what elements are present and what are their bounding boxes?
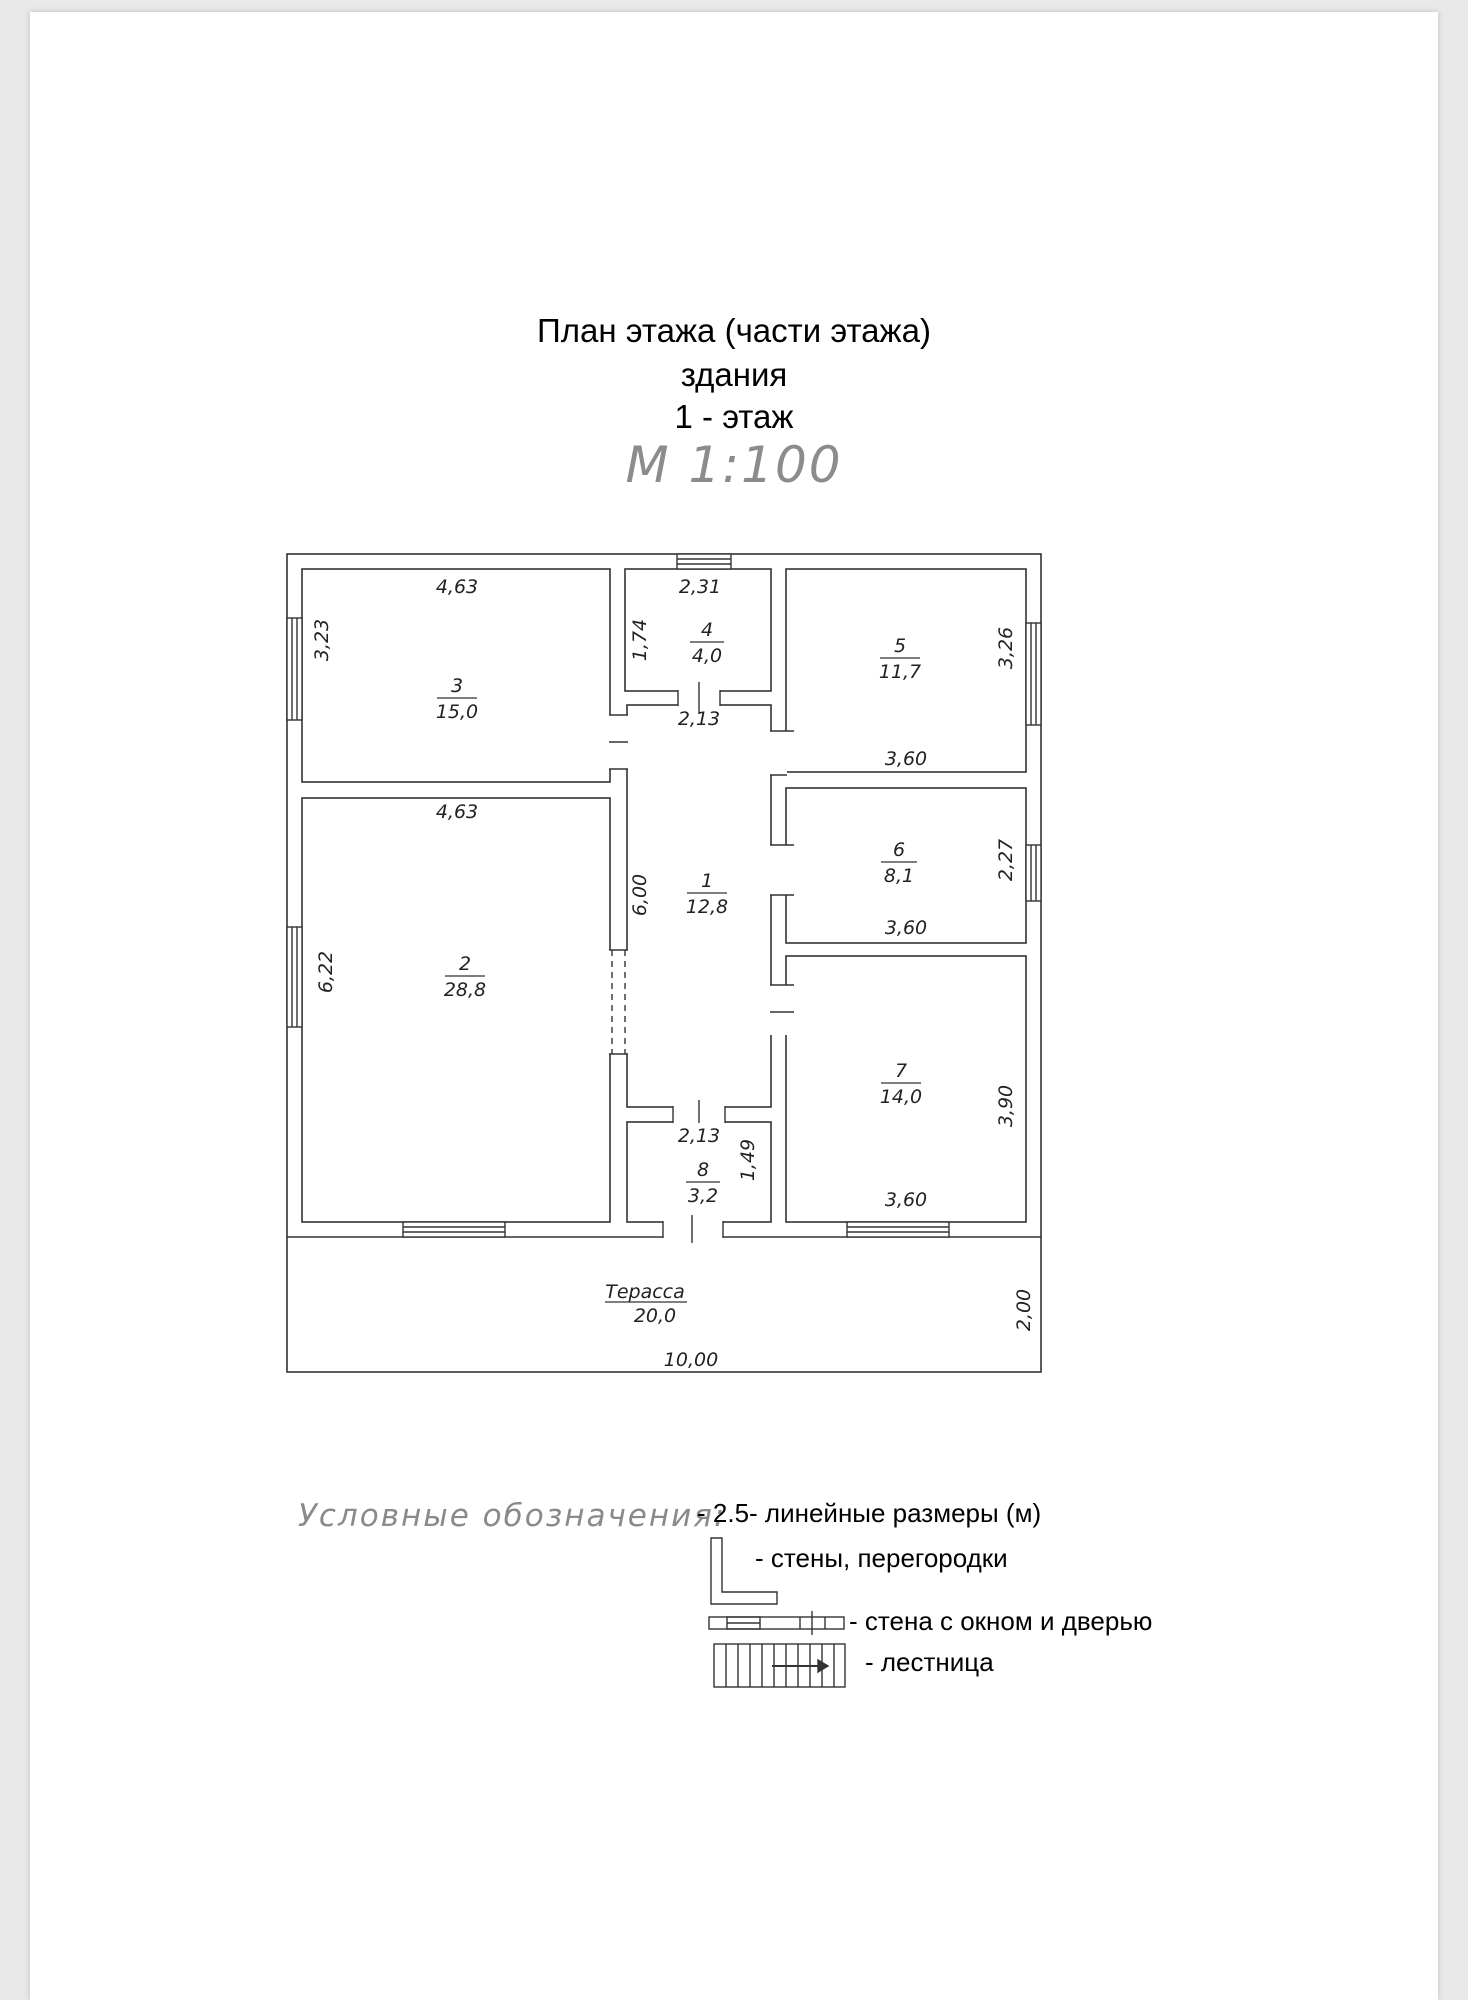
window-top	[677, 554, 731, 569]
legend-stairs-symbol	[714, 1644, 845, 1687]
room-8-number: 8	[696, 1159, 710, 1181]
dim-room2-height: 6,22	[315, 950, 337, 994]
dim-room2-width: 4,63	[435, 801, 479, 823]
dim-room8-width: 2,13	[677, 1125, 721, 1147]
floor-label: 1 - этаж	[674, 398, 794, 435]
door-room8-bottom	[663, 1215, 723, 1243]
dim-terrace-height: 2,00	[1013, 1288, 1035, 1332]
legend-dimensions: - 2.5- линейные размеры (м)	[697, 1498, 1042, 1528]
dim-room8-height: 1,49	[737, 1138, 759, 1182]
window-bottom-room2	[403, 1222, 505, 1237]
room-6-number: 6	[892, 839, 906, 861]
door-room8-top	[673, 1100, 725, 1123]
dim-room1-height: 6,00	[629, 873, 651, 917]
dim-room4-width: 2,31	[678, 576, 722, 598]
legend-window-door-symbol	[709, 1611, 844, 1635]
window-right-room5	[1026, 623, 1041, 725]
dim-room3-height: 3,23	[311, 618, 333, 662]
legend-window-door: - стена с окном и дверью	[849, 1606, 1153, 1636]
dim-room1-width: 2,13	[677, 708, 721, 730]
dim-room6-height: 2,27	[995, 838, 1017, 882]
plan-subtitle: здания	[680, 356, 788, 393]
legend-title: Условные обозначения:	[298, 1498, 727, 1534]
room-2-number: 2	[458, 953, 472, 975]
room-2-area: 28,8	[443, 979, 487, 1001]
window-left-room2	[287, 927, 302, 1027]
legend-stairs: - лестница	[865, 1647, 994, 1677]
window-left-room3	[287, 618, 302, 720]
dim-room7-height: 3,90	[995, 1084, 1017, 1128]
outer-wall	[287, 554, 1041, 1372]
window-bottom-room7	[847, 1222, 949, 1237]
room-1-number: 1	[700, 870, 714, 892]
room-4-area: 4,0	[691, 645, 723, 667]
legend-walls: - стены, перегородки	[755, 1543, 1008, 1573]
plan-title: План этажа (части этажа)	[537, 312, 931, 349]
dim-room5-width: 3,60	[884, 748, 928, 770]
room-5-area: 11,7	[878, 661, 922, 683]
room-5-number: 5	[893, 635, 907, 657]
dim-room5-height: 3,26	[995, 626, 1017, 670]
terrace-area: 20,0	[633, 1305, 677, 1327]
dim-room3-width: 4,63	[435, 576, 479, 598]
scale-label: М 1:100	[625, 436, 843, 494]
door-room3	[609, 715, 628, 769]
dim-room6-width: 3,60	[884, 917, 928, 939]
door-room6	[770, 845, 794, 895]
room-7-area: 14,0	[879, 1086, 923, 1108]
dim-terrace-width: 10,00	[663, 1349, 719, 1371]
room-1-area: 12,8	[685, 896, 729, 918]
door-room2-dashed	[609, 950, 628, 1054]
window-right-room6	[1026, 845, 1041, 901]
room-3-area: 15,0	[435, 701, 479, 723]
room-6-area: 8,1	[883, 865, 915, 887]
dim-room4-height: 1,74	[629, 618, 651, 662]
room-4-number: 4	[700, 619, 714, 641]
door-room7	[770, 985, 794, 1035]
room-7-number: 7	[894, 1060, 908, 1082]
terrace-name: Терасса	[605, 1281, 685, 1303]
room-8-area: 3,2	[687, 1185, 719, 1207]
door-room5	[770, 731, 794, 775]
room-3-number: 3	[450, 675, 464, 697]
room-2-outline	[302, 798, 610, 1222]
dim-room7-width: 3,60	[884, 1189, 928, 1211]
